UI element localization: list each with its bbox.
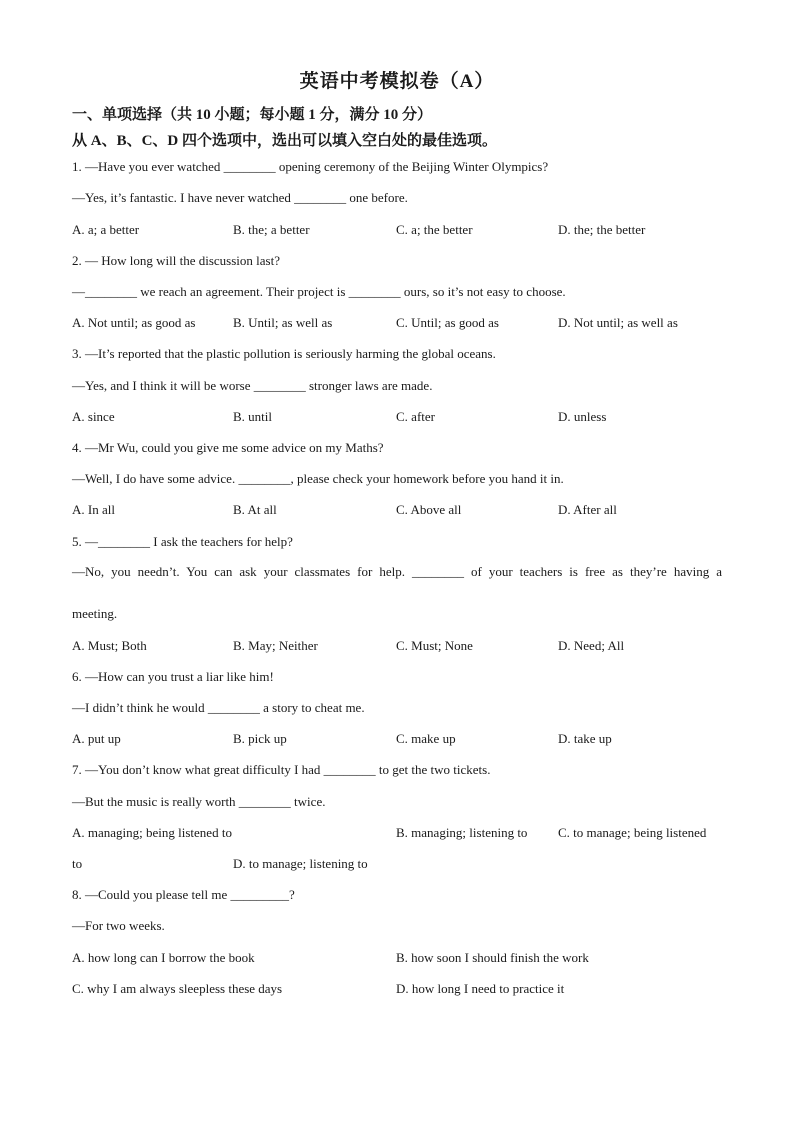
question-5-line-3: meeting.	[72, 606, 118, 621]
question-7-option-c-wrap: to	[72, 856, 83, 871]
question-5-option-d: D. Need; All	[558, 638, 625, 653]
question-6-line-1: 6. —How can you trust a liar like him!	[72, 669, 274, 684]
question-5-option-c: C. Must; None	[396, 638, 473, 653]
question-3-option-a: A. since	[72, 409, 115, 424]
question-8-option-d: D. how long I need to practice it	[396, 981, 565, 996]
question-8-option-b: B. how soon I should finish the work	[396, 950, 589, 965]
question-8-option-a: A. how long can I borrow the book	[72, 950, 255, 965]
question-1-option-d: D. the; the better	[558, 222, 646, 237]
question-6-line-2: —I didn’t think he would ________ a story to cheat me.	[72, 700, 365, 715]
question-5-option-b: B. May; Neither	[233, 638, 318, 653]
question-2-option-d: D. Not until; as well as	[558, 315, 678, 330]
question-1-option-c: C. a; the better	[396, 222, 473, 237]
question-3-option-c: C. after	[396, 409, 435, 424]
question-7-line-1: 7. —You don’t know what great difficulty I had ________ to get the two tickets.	[72, 762, 491, 777]
question-4-option-b: B. At all	[233, 502, 277, 517]
question-1-line-2: —Yes, it’s fantastic. I have never watched ________ one before.	[72, 190, 408, 205]
question-5-option-a: A. Must; Both	[72, 638, 147, 653]
question-4-option-a: A. In all	[72, 502, 115, 517]
question-4-line-1: 4. —Mr Wu, could you give me some advice on my Maths?	[72, 440, 384, 455]
question-5-line-1: 5. —________ I ask the teachers for help?	[72, 534, 293, 549]
question-1-option-b: B. the; a better	[233, 222, 310, 237]
question-1-option-a: A. a; a better	[72, 222, 140, 237]
question-4-option-d: D. After all	[558, 502, 617, 517]
question-2-line-2: —________ we reach an agreement. Their project is ________ ours, so it’s not easy to choose.	[72, 284, 566, 299]
question-5-line-2: —No, you needn’t. You can ask your classmates for help. ________ of your teachers is free as they’re having a	[72, 564, 722, 579]
question-2-option-a: A. Not until; as good as	[72, 315, 196, 330]
question-8-line-2: —For two weeks.	[72, 918, 165, 933]
question-7-line-2: —But the music is really worth ________ twice.	[72, 794, 326, 809]
question-7-option-c: C. to manage; being listened	[558, 825, 707, 840]
question-8-option-c: C. why I am always sleepless these days	[72, 981, 283, 996]
question-2-option-c: C. Until; as good as	[396, 315, 499, 330]
question-6-option-b: B. pick up	[233, 731, 287, 746]
question-6-option-c: C. make up	[396, 731, 456, 746]
question-3-option-b: B. until	[233, 409, 273, 424]
question-3-line-1: 3. —It’s reported that the plastic pollution is seriously harming the global oceans.	[72, 346, 496, 361]
question-6-option-a: A. put up	[72, 731, 121, 746]
page-title: 英语中考模拟卷（A）	[299, 71, 495, 92]
question-7-option-b: B. managing; listening to	[396, 825, 528, 840]
question-7-option-a: A. managing; being listened to	[72, 825, 232, 840]
question-2-option-b: B. Until; as well as	[233, 315, 333, 330]
section-heading: 一、单项选择（共 10 小题；每小题 1 分，满分 10 分）	[72, 107, 433, 123]
question-6-option-d: D. take up	[558, 731, 612, 746]
question-4-option-c: C. Above all	[396, 502, 462, 517]
question-7-option-d: D. to manage; listening to	[233, 856, 368, 871]
question-3-line-2: —Yes, and I think it will be worse ________ stronger laws are made.	[72, 378, 433, 393]
question-1-line-1: 1. —Have you ever watched ________ opening ceremony of the Beijing Winter Olympics?	[72, 159, 549, 174]
instruction-text: 从 A、B、C、D 四个选项中，选出可以填入空白处的最佳选项。	[72, 133, 498, 149]
question-3-option-d: D. unless	[558, 409, 607, 424]
question-8-line-1: 8. —Could you please tell me _________?	[72, 887, 295, 902]
question-4-line-2: —Well, I do have some advice. ________, please check your homework before you hand it in.	[72, 471, 564, 486]
question-2-line-1: 2. — How long will the discussion last?	[72, 253, 280, 268]
